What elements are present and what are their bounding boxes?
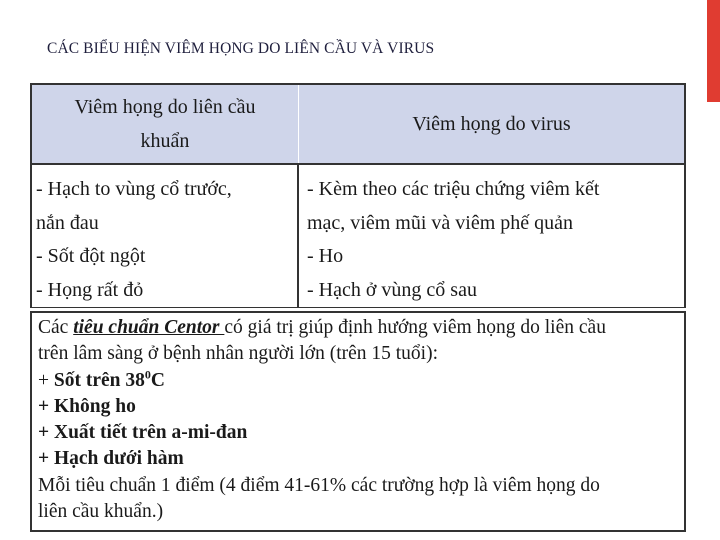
- note-intro-prefix: Các: [38, 317, 74, 338]
- note-footer-line1: Mỗi tiêu chuẩn 1 điểm (4 điểm 41-61% các trường hợp là viêm họng do: [38, 474, 600, 496]
- criterion-fever: + Sốt trên $38^0C$: [38, 367, 165, 391]
- criterion-fever-text: Sốt trên 38: [53, 369, 145, 391]
- centor-criteria-link[interactable]: tiêu chuẩn Centor: [73, 317, 225, 338]
- header-strep: [32, 85, 299, 163]
- comparison-table: [30, 83, 686, 308]
- criterion-lymph-node: + Hạch dưới hàm: [38, 448, 184, 470]
- centor-criteria-box: [30, 311, 686, 532]
- header-virus-label: Viêm họng do virus: [412, 113, 571, 135]
- list-item: - Hạch ở vùng cổ sau: [307, 278, 477, 301]
- list-item: - Hạch to vùng cổ trước,: [36, 178, 232, 200]
- header-virus: [299, 85, 684, 163]
- list-item: - Ho: [307, 245, 344, 267]
- criterion-no-cough: + Không ho: [38, 395, 136, 417]
- note-intro-line1: [38, 315, 678, 341]
- list-item: - Sốt đột ngột: [36, 245, 146, 267]
- header-strep-line2: khuẩn: [140, 130, 190, 152]
- list-item: mạc, viêm mũi và viêm phế quản: [307, 211, 574, 234]
- list-item: - Kèm theo các triệu chứng viêm kết: [307, 178, 600, 200]
- note-intro-line2: trên lâm sàng ở bệnh nhân người lớn (trên 15 tuổi):: [38, 343, 439, 365]
- page-title: CÁC BIỂU HIỆN VIÊM HỌNG DO LIÊN CẦU VÀ VIRUS: [47, 40, 435, 57]
- header-strep-line1: Viêm họng do liên cầu: [74, 96, 256, 118]
- accent-bar: [707, 0, 720, 102]
- list-item: - Họng rất đỏ: [36, 278, 144, 301]
- cell-virus-symptoms: [299, 163, 684, 307]
- note-intro-rest: có giá trị giúp định hướng viêm họng do liên cầu: [224, 317, 606, 338]
- note-footer-line2: liên cầu khuẩn.): [38, 501, 164, 523]
- list-item: nắn đau: [36, 211, 99, 234]
- criterion-tonsil-exudate: + Xuất tiết trên a-mi-đan: [38, 422, 248, 444]
- cell-strep-symptoms: [32, 163, 299, 307]
